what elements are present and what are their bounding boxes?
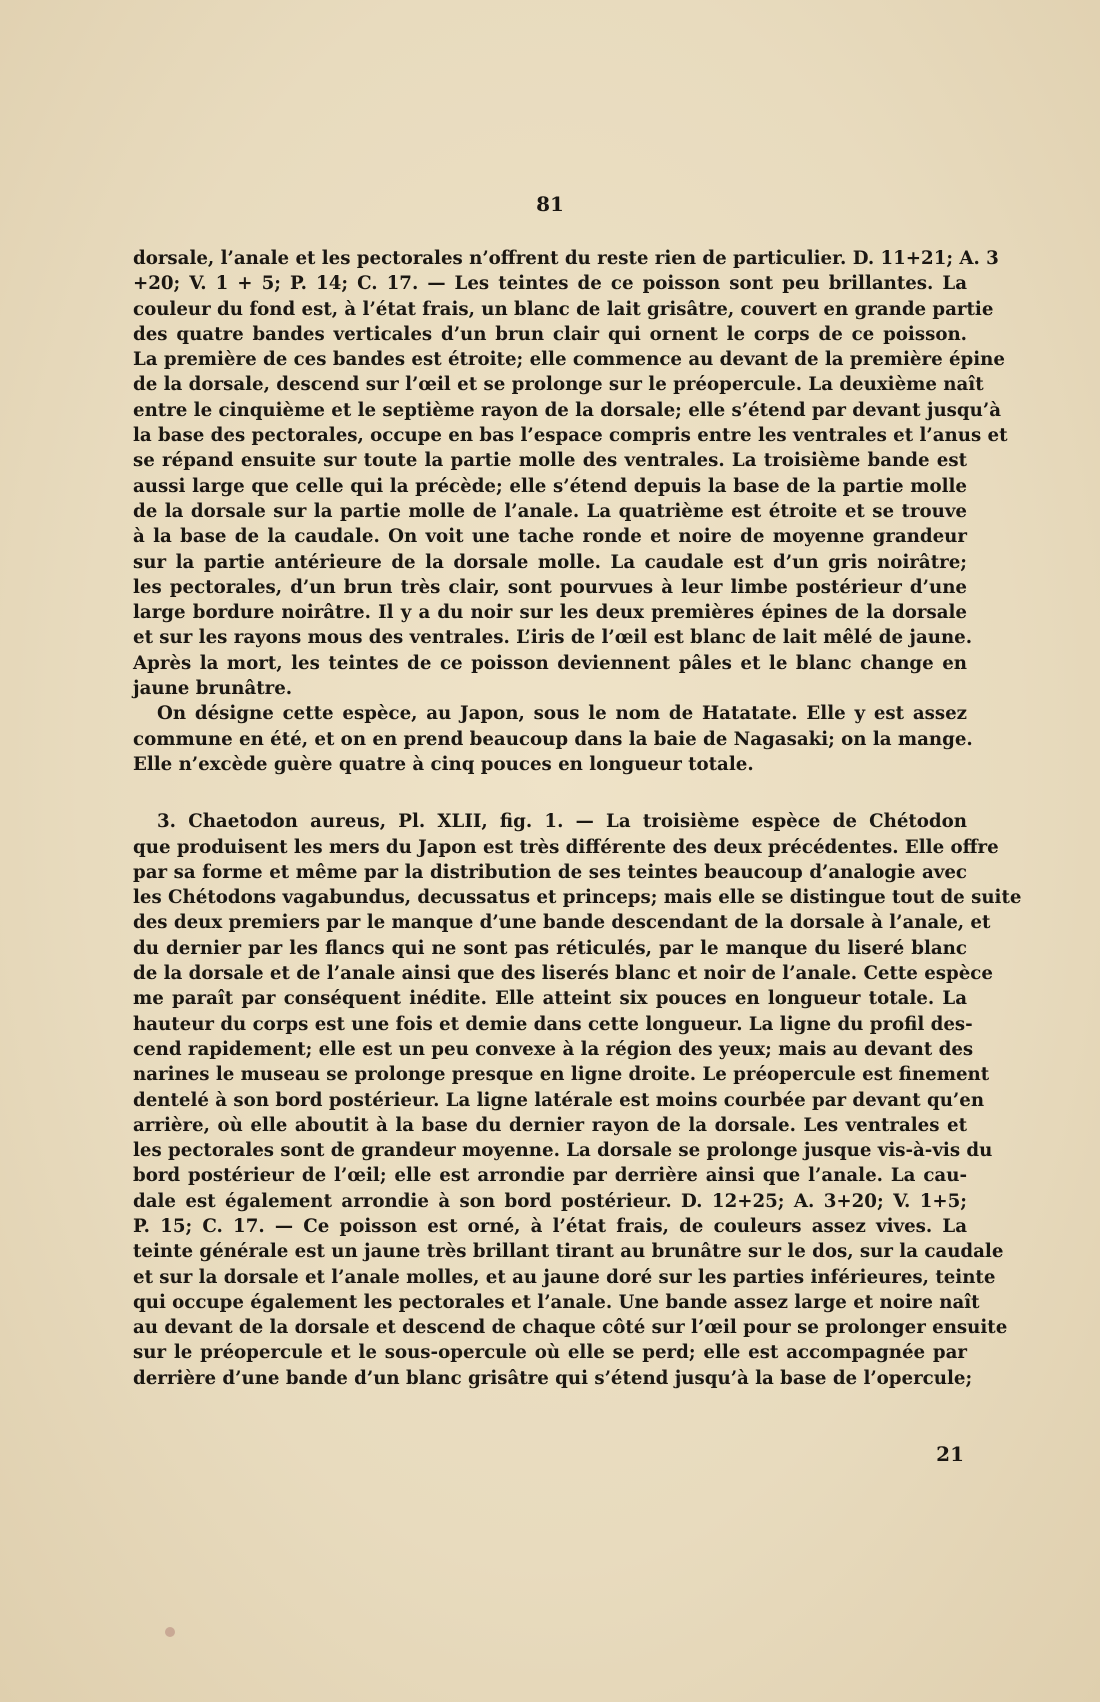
text-line: des deux premiers par le manque d’une bande descendant de la dorsale à l’anale, et	[133, 912, 991, 934]
text-line: 3. Chaetodon aureus, Pl. XLII, fig. 1. — La troisième espèce de Chétodon	[157, 811, 967, 833]
body-text	[133, 246, 1022, 1391]
text-line: la base des pectorales, occupe en bas l’espace compris entre les ventrales et l’anus et	[133, 425, 1008, 447]
paper-stain	[165, 1627, 175, 1637]
text-line: commune en été, et on en prend beaucoup dans la baie de Nagasaki; on la mange.	[133, 728, 973, 750]
text-line: les pectorales sont de grandeur moyenne. La dorsale se prolonge jusque vis-à-vis du	[133, 1140, 993, 1162]
text-line: entre le cinquième et le septième rayon de la dorsale; elle s’étend par devant jusqu’à	[133, 399, 1001, 421]
section-gap	[133, 777, 967, 809]
text-line: me paraît par conséquent inédite. Elle atteint six pouces en longueur totale. La	[133, 988, 967, 1010]
paragraph-3-chaetodon-aureus	[133, 809, 1022, 1391]
text-line: dale est également arrondie à son bord postérieur. D. 12+25; A. 3+20; V. 1+5;	[133, 1190, 967, 1212]
text-line: +20; V. 1 + 5; P. 14; C. 17. — Les teintes de ce poisson sont peu brillantes. La	[133, 273, 967, 295]
text-line: au devant de la dorsale et descend de chaque côté sur l’œil pour se prolonger ensuite	[133, 1317, 1008, 1339]
text-line: à la base de la caudale. On voit une tache ronde et noire de moyenne grandeur	[133, 526, 967, 548]
text-line: par sa forme et même par la distribution de ses teintes beaucoup d’analogie avec	[133, 861, 967, 883]
text-line: aussi large que celle qui la précède; elle s’étend depuis la base de la partie molle	[133, 475, 967, 497]
text-line: dentelé à son bord postérieur. La ligne latérale est moins courbée par devant qu’en	[133, 1089, 985, 1111]
text-line: Elle n’excède guère quatre à cinq pouces en longueur totale.	[133, 753, 754, 775]
text-line: qui occupe également les pectorales et l’anale. Une bande assez large et noire naît	[133, 1291, 980, 1313]
text-line: On désigne cette espèce, au Japon, sous le nom de Hatatate. Elle y est assez	[157, 703, 967, 725]
text-line: P. 15; C. 17. — Ce poisson est orné, à l’état frais, de couleurs assez vives. La	[133, 1215, 967, 1237]
text-line: et sur les rayons mous des ventrales. L’iris de l’œil est blanc de lait mêlé de jaune.	[133, 627, 973, 649]
text-line: les pectorales, d’un brun très clair, sont pourvues à leur limbe postérieur d’une	[133, 576, 967, 598]
text-line: large bordure noirâtre. Il y a du noir sur les deux premières épines de la dorsale	[133, 602, 967, 624]
text-line: derrière d’une bande d’un blanc grisâtre qui s’étend jusqu’à la base de l’opercule;	[133, 1367, 973, 1389]
text-line: cend rapidement; elle est un peu convexe à la région des yeux; mais au devant des	[133, 1038, 974, 1060]
page-number: 81	[536, 192, 564, 216]
text-line: couleur du fond est, à l’état frais, un blanc de lait grisâtre, couvert en grande partie	[133, 298, 994, 320]
text-line: et sur la dorsale et l’anale molles, et au jaune doré sur les parties inférieures, teinte	[133, 1266, 996, 1288]
paragraph-1	[133, 246, 1008, 701]
text-line: bord postérieur de l’œil; elle est arrondie par derrière ainsi que l’anale. La cau-	[133, 1165, 967, 1187]
text-line: sur la partie antérieure de la dorsale molle. La caudale est d’un gris noirâtre;	[133, 551, 967, 573]
text-line: des quatre bandes verticales d’un brun clair qui ornent le corps de ce poisson.	[133, 323, 967, 345]
text-line: les Chétodons vagabundus, decussatus et princeps; mais elle se distingue tout de suite	[133, 887, 1022, 909]
text-line: se répand ensuite sur toute la partie molle des ventrales. La troisième bande est	[133, 450, 967, 472]
text-line: narines le museau se prolonge presque en ligne droite. Le préopercule est finement	[133, 1064, 990, 1086]
text-line: hauteur du corps est une fois et demie dans cette longueur. La ligne du profil des-	[133, 1013, 973, 1035]
text-line: de la dorsale et de l’anale ainsi que des liserés blanc et noir de l’anale. Cette espèce	[133, 963, 993, 985]
text-line: de la dorsale, descend sur l’œil et se prolonge sur le préopercule. La deuxième naît	[133, 374, 984, 396]
text-line: que produisent les mers du Japon est très différente des deux précédentes. Elle offre	[133, 836, 999, 858]
paragraph-2	[133, 701, 973, 777]
text-line: du dernier par les flancs qui ne sont pas réticulés, par le manque du liseré blanc	[133, 937, 967, 959]
text-line: dorsale, l’anale et les pectorales n’offrent du reste rien de particulier. D. 11+21; A. 3	[133, 248, 999, 269]
text-line: arrière, où elle aboutit à la base du dernier rayon de la dorsale. Les ventrales et	[133, 1114, 967, 1136]
text-line: La première de ces bandes est étroite; elle commence au devant de la première épine	[133, 349, 1005, 371]
signature-mark: 21	[936, 1442, 964, 1466]
text-line: Après la mort, les teintes de ce poisson deviennent pâles et le blanc change en	[133, 652, 967, 674]
text-line: teinte générale est un jaune très brillant tirant au brunâtre sur le dos, sur la caudale	[133, 1241, 1004, 1263]
text-line: jaune brunâtre.	[133, 678, 293, 700]
text-line: sur le préopercule et le sous-opercule où elle se perd; elle est accompagnée par	[133, 1342, 967, 1364]
text-line: de la dorsale sur la partie molle de l’anale. La quatrième est étroite et se trouve	[133, 500, 967, 522]
